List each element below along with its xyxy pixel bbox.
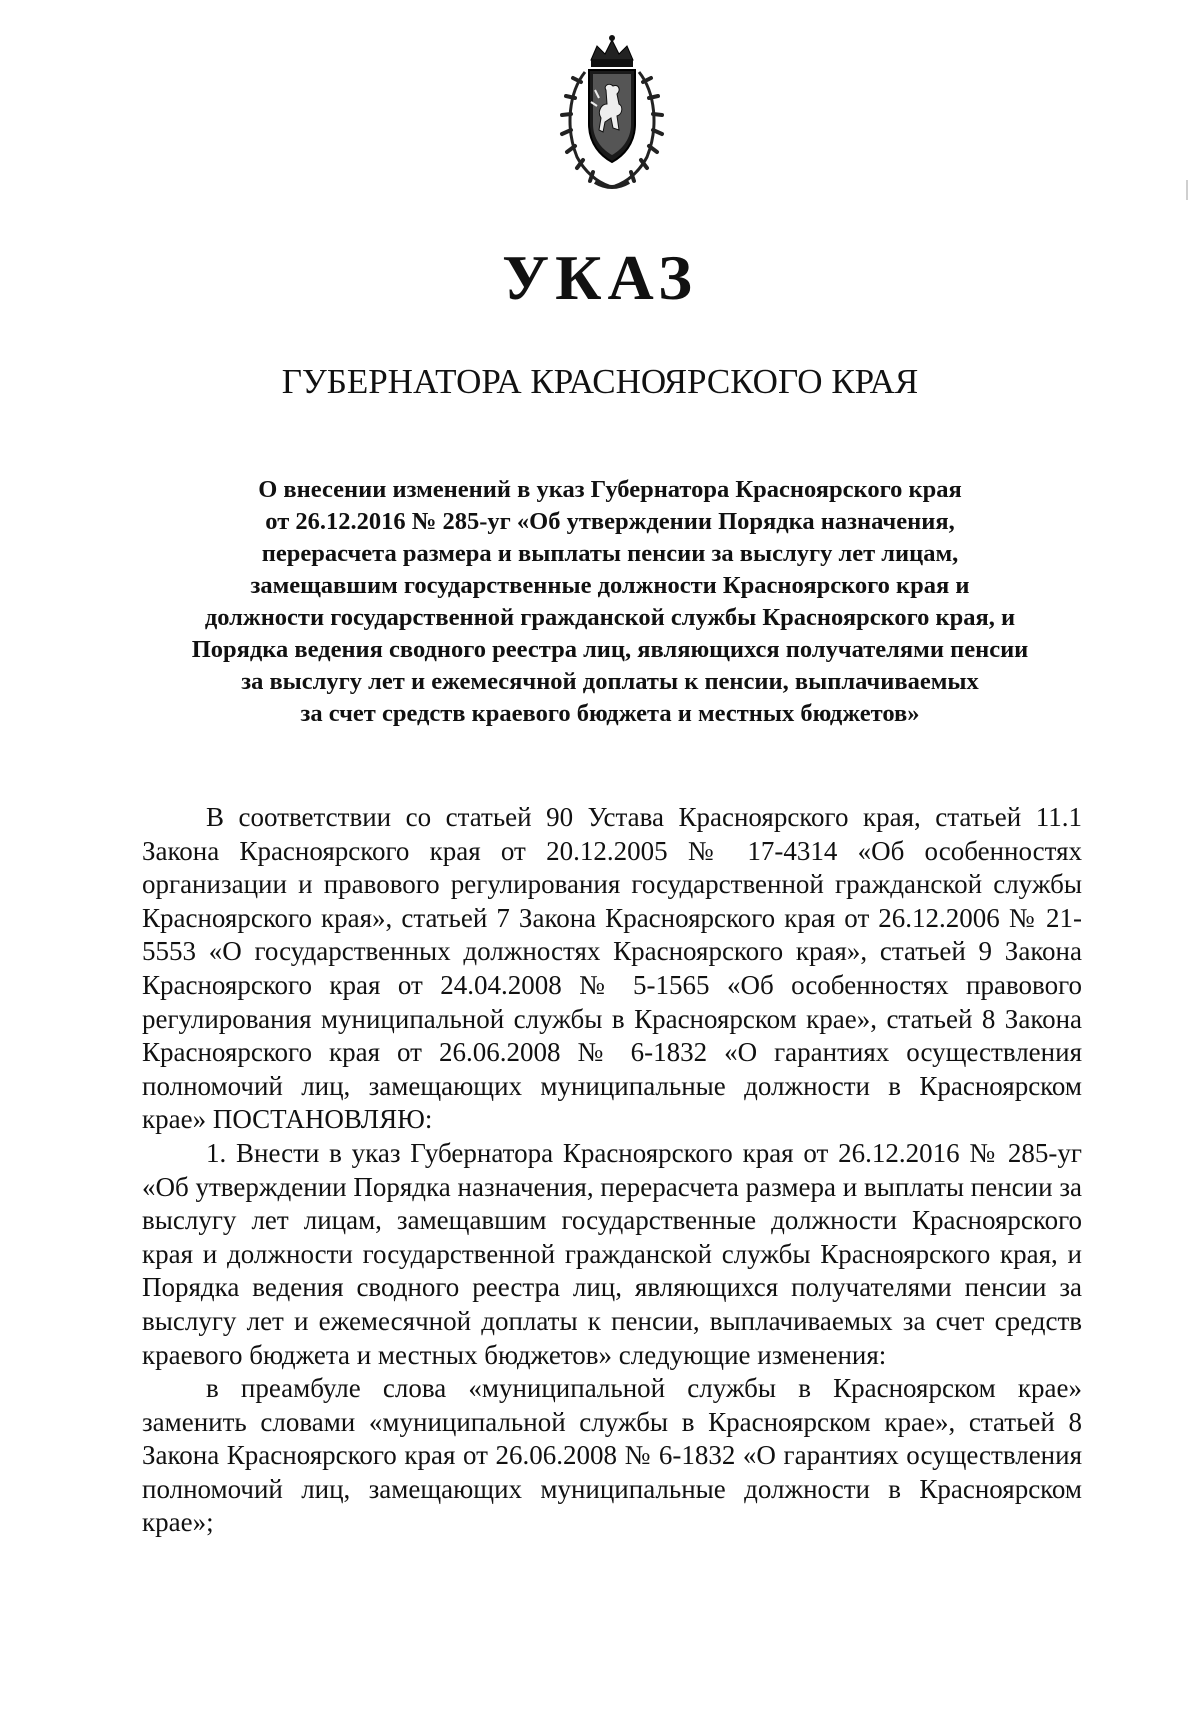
- document-subtitle: ГУБЕРНАТОРА КРАСНОЯРСКОГО КРАЯ: [281, 362, 919, 401]
- heading-line: замещавшим государственные должности Красноярского края и: [250, 572, 970, 599]
- heading-line: за счет средств краевого бюджета и местных бюджетов»: [300, 700, 920, 727]
- heading-line: за выслугу лет и ежемесячной доплаты к пенсии, выплачиваемых: [241, 668, 979, 695]
- decree-body: [142, 801, 1082, 1540]
- coat-of-arms-emblem: [551, 32, 673, 192]
- scan-artifact: [1186, 180, 1188, 200]
- heading-line: должности государственной гражданской службы Красноярского края, и: [204, 604, 1016, 631]
- preamble-paragraph: В соответствии со статьей 90 Устава Красноярского края, статьей 11.1 Закона Красноярского края от 20.12.2005 № 17-4314 «Об особенностях организации и правового регулирования государственной гражданской службы Красноярского края», статьей 7 Закона Красноярского края от 26.12.2006 № 21-5553 «О государственных должностях Красноярского края», статьей 9 Закона Красноярского края от 24.04.2008 № 5-1565 «Об особенностях правового регулирования муниципальной службы в Красноярском крае», статьей 8 Закона Красноярского края от 26.06.2008 № 6-1832 «О гарантиях осуществления полномочий лиц, замещающих муниципальные должности в Красноярском крае» ПОСТАНОВЛЯЮ:: [142, 802, 1082, 1135]
- decree-heading: [138, 474, 1082, 730]
- heading-line: О внесении изменений в указ Губернатора Красноярского края: [258, 476, 962, 503]
- heading-line: от 26.12.2016 № 285-уг «Об утверждении Порядка назначения,: [265, 508, 955, 535]
- clause-paragraph: 1. Внести в указ Губернатора Красноярского края от 26.12.2016 № 285-уг «Об утверждении Порядка назначения, перерасчета размера и выплаты пенсии за выслугу лет лицам, замещавшим государственные должности Красноярского края и должности государственной гражданской службы Красноярского края, и Порядка ведения сводного реестра лиц, являющихся получателями пенсии за выслугу лет и ежемесячной доплаты к пенсии, выплачиваемых за счет средств краевого бюджета и местных бюджетов» следующие изменения:: [142, 1137, 1082, 1370]
- amendment-paragraph: в преамбуле слова «муниципальной службы в Красноярском крае» заменить словами «муниципальной службы в Красноярском крае», статьей 8 Закона Красноярского края от 26.06.2008 № 6-1832 «О гарантиях осуществления полномочий лиц, замещающих муниципальные должности в Красноярском крае»;: [142, 1373, 1082, 1538]
- heading-line: Порядка ведения сводного реестра лиц, являющихся получателями пенсии: [191, 636, 1029, 663]
- document-title: УКАЗ: [502, 242, 698, 313]
- heading-line: перерасчета размера и выплаты пенсии за выслугу лет лицам,: [261, 540, 959, 567]
